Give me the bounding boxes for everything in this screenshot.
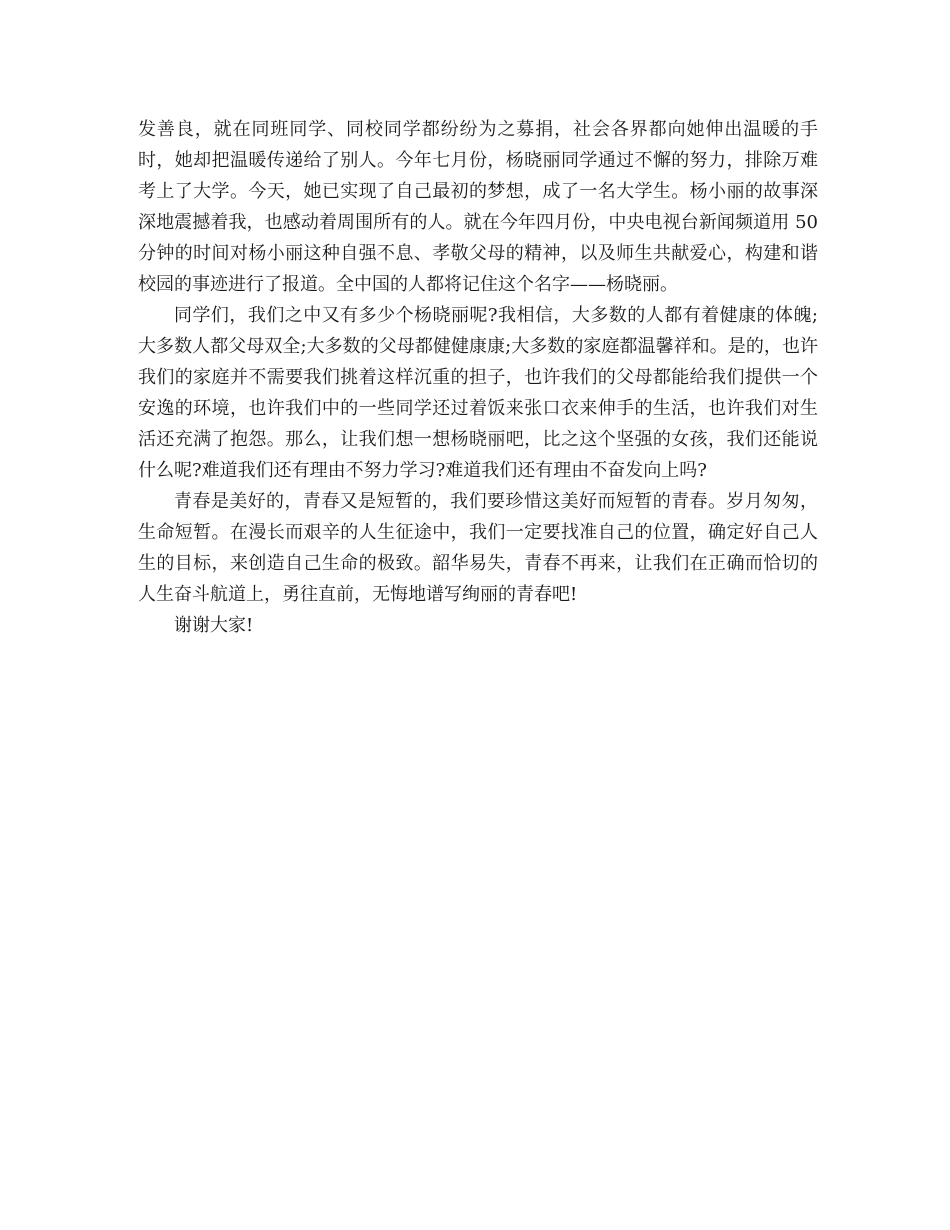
paragraph-thanks: 谢谢大家!: [174, 615, 254, 636]
document-body: [138, 114, 818, 641]
paragraph-youth: 青春是美好的，青春又是短暂的，我们要珍惜这美好而短暂的青春。岁月匆匆，生命短暂。在漫长而艰辛的人生征途中，我们一定要找准自己的位置，确定好自己人生的目标，来创造自己生命的极致。韶华易失，青春不再来，让我们在正确而恰切的人生奋斗航道上，勇往直前，无悔地谱写绚丽的青春吧!: [138, 491, 818, 605]
paragraph-reflection: 同学们，我们之中又有多少个杨晓丽呢?我相信，大多数的人都有着健康的体魄;大多数人都父母双全;大多数的父母都健健康康;大多数的家庭都温馨祥和。是的，也许我们的家庭并不需要我们挑着这样沉重的担子，也许我们的父母都能给我们提供一个安逸的环境，也许我们中的一些同学还过着饭来张口衣来伸手的生活，也许我们对生活还充满了抱怨。那么，让我们想一想杨晓丽吧，比之这个坚强的女孩，我们还能说什么呢?难道我们还有理由不努力学习?难道我们还有理由不奋发向上吗?: [138, 305, 818, 481]
paragraph-continuation: 发善良，就在同班同学、同校同学都纷纷为之募捐，社会各界都向她伸出温暖的手时，她却把温暖传递给了别人。今年七月份，杨晓丽同学通过不懈的努力，排除万难考上了大学。今天，她已实现了自己最初的梦想，成了一名大学生。杨小丽的故事深深地震撼着我，也感动着周围所有的人。就在今年四月份，中央电视台新闻频道用 50 分钟的时间对杨小丽这种自强不息、孝敬父母的精神，以及师生共献爱心，构建和谐校园的事迹进行了报道。全中国的人都将记住这个名字——杨晓丽。: [138, 119, 818, 295]
